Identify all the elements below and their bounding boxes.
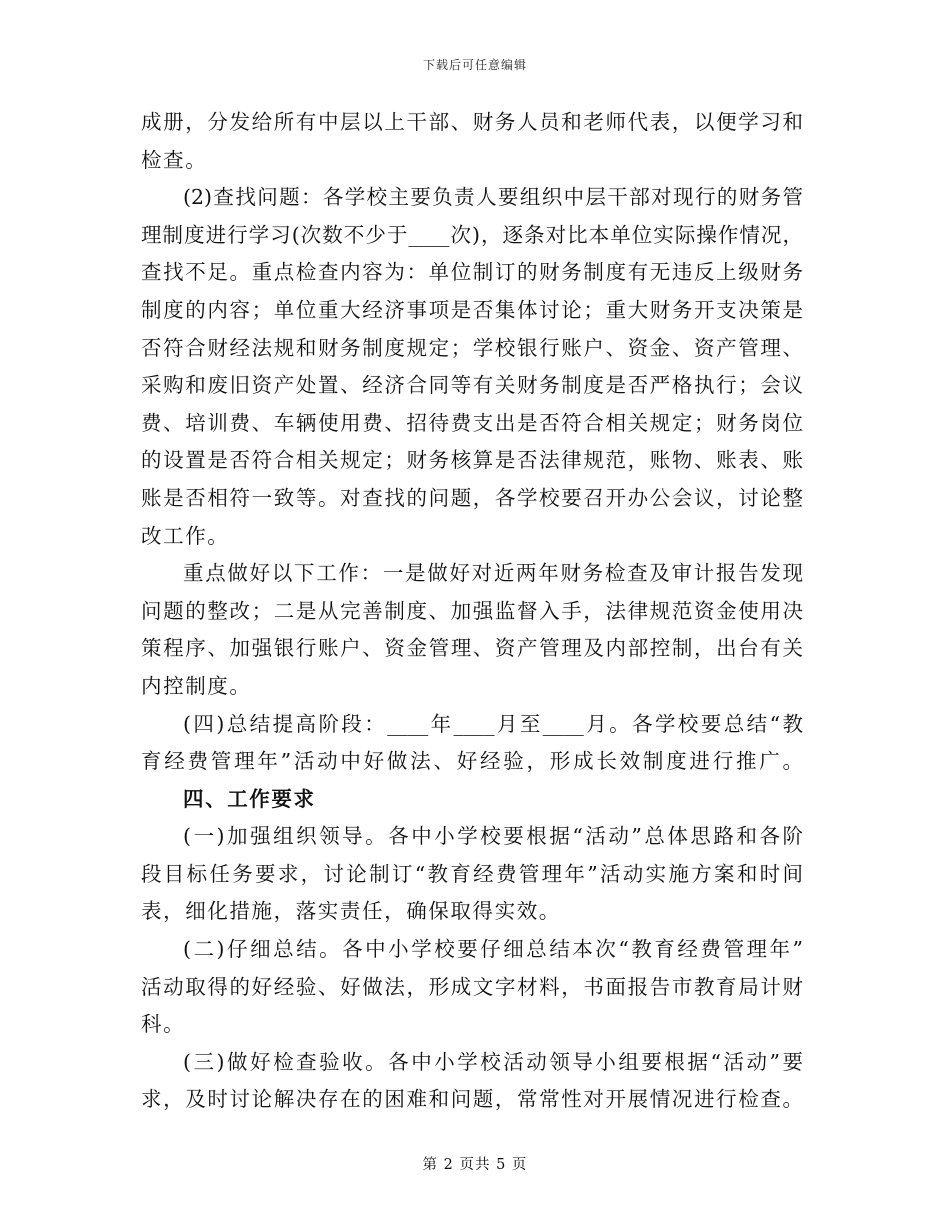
text-line: 内控制度。 (141, 673, 252, 698)
paragraph-start-line: (2)查找问题：各学校主要负责人要组织中层干部对现行的财务管 (183, 185, 803, 210)
document-body (141, 104, 803, 1119)
text-line: 制度的内容；单位重大经济事项是否集体讨论；重大财务开支决策是 (141, 297, 803, 322)
text-line: 改工作。 (141, 523, 230, 548)
section-heading: 四、工作要求 (183, 786, 316, 811)
text-line: 问题的整改；二是从完善制度、加强监督入手，法律规范资金使用决 (141, 598, 803, 623)
text-line: 成册，分发给所有中层以上干部、财务人员和老师代表，以便学习和 (141, 110, 803, 134)
paragraph-start-line: (二)仔细总结。各中小学校要仔细总结本次“教育经费管理年” (183, 937, 803, 962)
text-line: 策程序、加强银行账户、资金管理、资产管理及内部控制，出台有关 (141, 636, 803, 661)
text-line: 费、培训费、车辆使用费、招待费支出是否符合相关规定；财务岗位 (141, 410, 803, 435)
text-line: 求，及时讨论解决存在的困难和问题，常常性对开展情况进行检查。 (141, 1087, 803, 1112)
paragraph-start-line: (三)做好检查验收。各中小学校活动领导小组要根据“活动”要 (183, 1049, 803, 1074)
text-line: 表，细化措施，落实责任，确保取得实效。 (141, 899, 561, 924)
text-line: 账是否相符一致等。对查找的问题，各学校要召开办公会议，讨论整 (141, 485, 803, 510)
text-line: 活动取得的好经验、好做法，形成文字材料，书面报告市教育局计财 (141, 974, 803, 999)
text-line: 否符合财经法规和财务制度规定；学校银行账户、资金、资产管理、 (141, 335, 803, 360)
text-line: 查找不足。重点检查内容为：单位制订的财务制度有无违反上级财务 (141, 260, 803, 285)
text-line: 的设置是否符合相关规定；财务核算是否法律规范，账物、账表、账 (141, 448, 803, 473)
text-line: 理制度进行学习(次数不少于____次)，逐条对比本单位实际操作情况， (141, 222, 803, 247)
page-header-note: 下载后可任意编辑 (422, 58, 527, 72)
page-number: 第 2 页共 5 页 (422, 1157, 528, 1173)
paragraph-start-line: 重点做好以下工作：一是做好对近两年财务检查及审计报告发现 (183, 561, 803, 586)
paragraph-start-line: (一)加强组织领导。各中小学校要根据“活动”总体思路和各阶 (183, 824, 803, 849)
text-line: 采购和废旧资产处置、经济合同等有关财务制度是否严格执行；会议 (141, 373, 803, 398)
text-line: 检查。 (141, 147, 208, 172)
paragraph-start-line: (四)总结提高阶段：____年____月至____月。各学校要总结“教 (183, 711, 803, 736)
text-line: 科。 (141, 1012, 186, 1037)
text-line: 育经费管理年”活动中好做法、好经验，形成长效制度进行推广。 (141, 749, 803, 774)
text-line: 段目标任务要求，讨论制订“教育经费管理年”活动实施方案和时间 (141, 861, 803, 886)
